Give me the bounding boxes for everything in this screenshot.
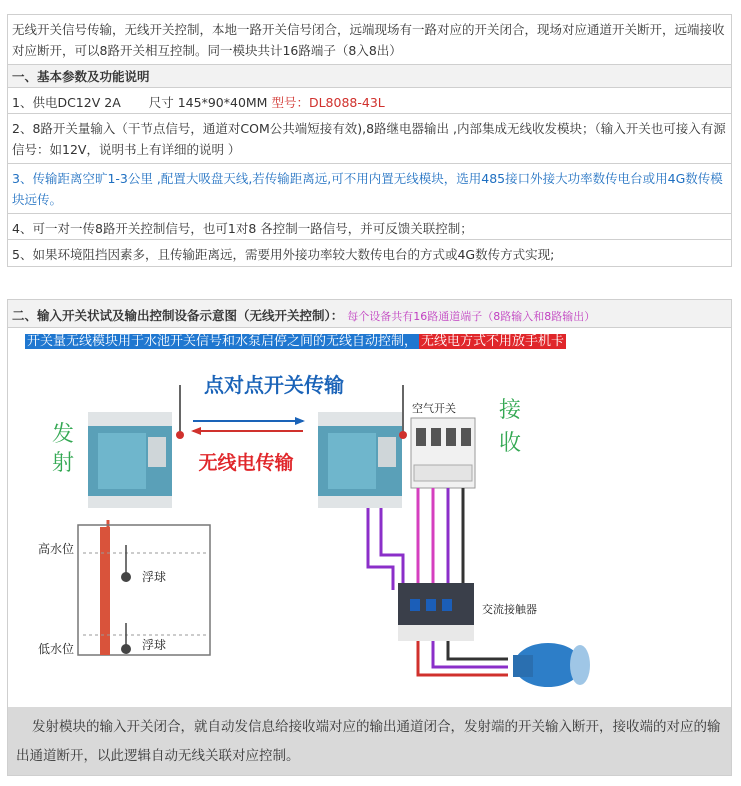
section2-note: 每个设备共有16路通道端子（8路输入和8路输出） [347,310,596,323]
receiver-module [318,385,407,508]
breaker-label: 空气开关 [412,402,456,415]
power-spec: 1、供电DC12V 2A [12,95,121,110]
section1-title: 一、基本参数及功能说明 [8,65,731,88]
label-receive-2: 收 [498,431,522,456]
label-transmit-1: 发 [51,422,75,447]
air-breaker [411,418,475,488]
spec-item-control: 4、可一对一传8路开关控制信号，也可1对8 各控制一路信号，并可反馈关联控制； [8,214,731,240]
model-spec: 型号：DL8088-43L [271,95,385,110]
banner-red-text: 无线电方式不用放手机卡 [421,334,565,349]
spec-item-power [8,88,731,114]
usage-banner [25,332,566,352]
spec-table [7,14,732,267]
high-level-label: 高水位 [38,542,75,556]
logic-caption: 发射模块的输入开关闭合，就自动发信息给接收端对应的输出通道闭合，发射端的开关输入断开，接收端的对应的输出通道断开，以此逻辑自动无线关联对应控制。 [8,707,731,775]
size-spec: 尺寸 145*90*40MM [148,95,268,110]
label-transmit-2: 射 [51,451,75,476]
intro-text: 无线开关信号传输，无线开关控制，本地一路开关信号闭合，远端现场有一路对应的开关闭合，现场对应通道开关断开，远端接收对应断开，可以8路开关相互控制。同一模块共计16路端子（8入8出） [8,15,731,65]
water-pump [513,643,590,687]
section2-title: 二、输入开关状试及输出控制设备示意图（无线开关控制）： [12,308,344,323]
spec-item-inputs: 2、8路开关量输入（干节点信号，通道对COM公共端短接有效),8路继电器输出 ,内部集成无线收发模块；（输入开关也可接入有源信号：如12V，说明书上有详细的说明 ） [8,114,731,164]
transmitter-module [88,385,184,508]
wiring-diagram [8,355,731,700]
transmit-arrows [191,417,305,435]
wiring [108,488,508,675]
spec-item-environment: 5、如果环境阻挡因素多，且传输距离远，需要用外接功率较大数传电台的方式或4G数传方式实现; [12,247,555,262]
float-switch-high: 浮球 [142,570,167,584]
banner-blue-text: 开关量无线模块用于水池开关信号和水泵启停之间的无线自动控制， [27,334,418,349]
float-switch-low: 浮球 [142,638,167,652]
spec-item-distance: 3、传输距离空旷1-3公里 ,配置大吸盘天线,若传输距离远,可不用内置无线模块，选用485接口外接大功率数传电台或用4G数传模块远传。 [8,164,731,214]
diagram-title-mid: 无线电传输 [198,452,294,474]
label-receive-1: 接 [498,398,522,423]
diagram-title-top: 点对点开关传输 [204,373,344,397]
contactor-label: 交流接触器 [482,603,537,616]
ac-contactor [398,583,474,641]
water-tank [78,525,210,655]
section2-header [8,300,731,328]
diagram-section [7,299,732,776]
low-level-label: 低水位 [38,642,75,656]
